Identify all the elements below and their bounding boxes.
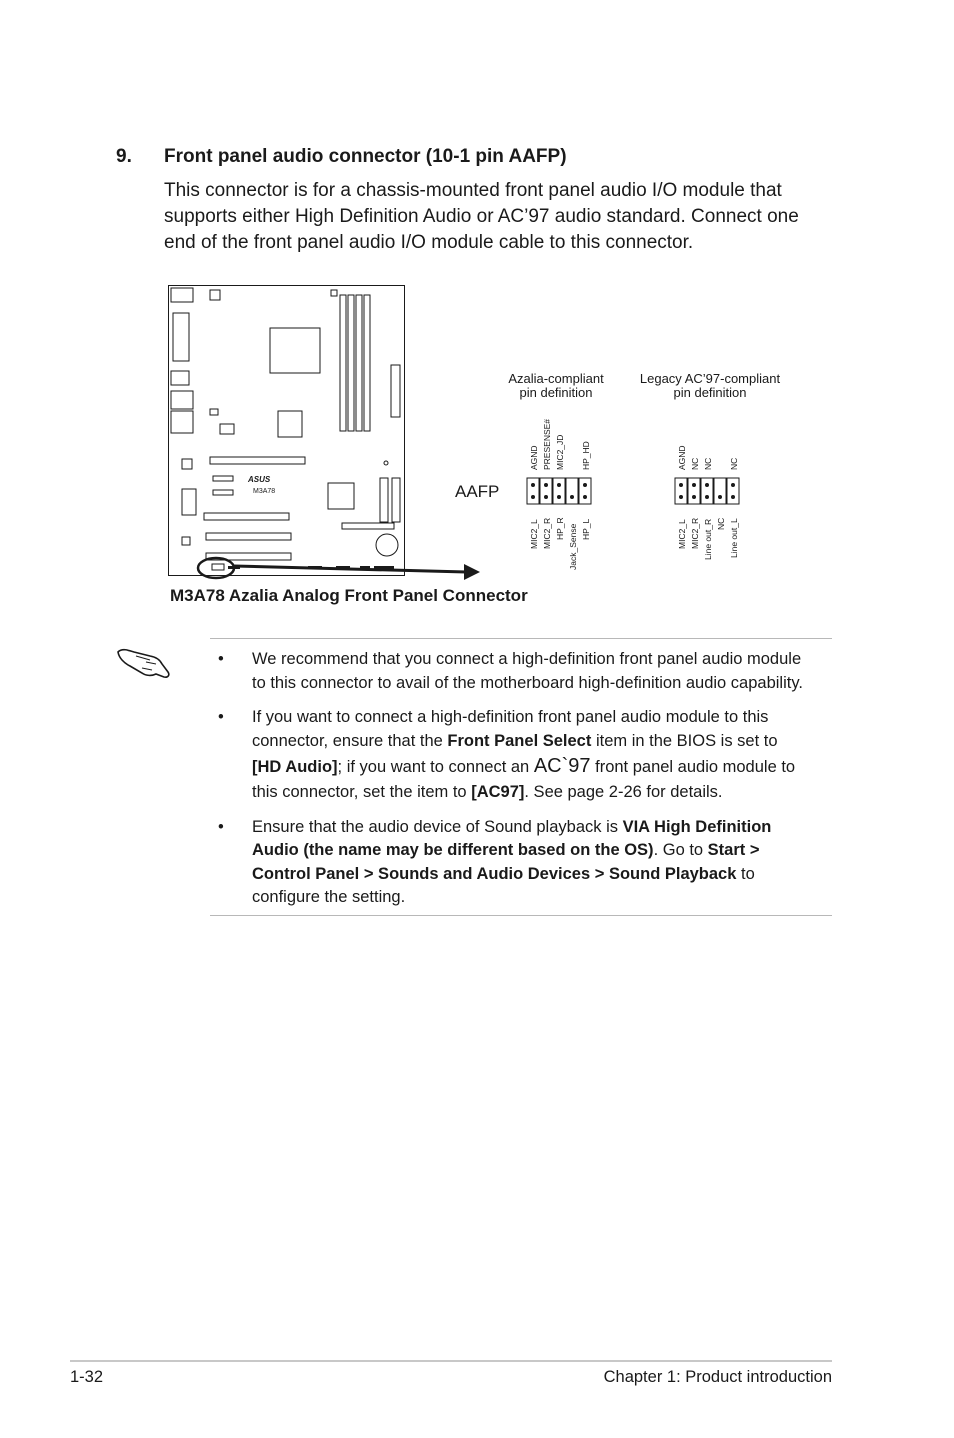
legacy-top-pin: NC (729, 457, 739, 470)
text-run: connector, ensure that the (252, 731, 448, 750)
text-run: . Go to (653, 841, 708, 859)
legacy-pin-header (670, 476, 746, 506)
azalia-title-line: Azalia-compliant (508, 371, 604, 386)
note-line (252, 863, 842, 887)
intro-line: end of the front panel audio I/O module cable to this connector. (164, 232, 694, 253)
text-run: Ensure that the audio device of Sound playback is (252, 817, 623, 836)
notes-list (218, 648, 842, 921)
note-line (252, 816, 842, 840)
intro-line: This connector is for a chassis-mounted front panel audio I/O module that (164, 180, 782, 201)
bullet: • (218, 817, 224, 836)
menu-path: Start > (707, 841, 760, 859)
ac97-term: AC`97 (533, 755, 591, 777)
board-logo: ASUS (248, 475, 271, 484)
note-line (252, 753, 842, 781)
aafp-header (212, 564, 224, 570)
azalia-bottom-pin: HP_L (581, 518, 591, 540)
bios-item-name: Front Panel Select (447, 731, 592, 750)
note-item (218, 648, 842, 695)
text-run: this connector, set the item to (252, 783, 472, 801)
legacy-title-line: pin definition (673, 385, 747, 400)
diagram-caption: M3A78 Azalia Analog Front Panel Connector (170, 586, 528, 605)
section-number: 9. (116, 146, 132, 167)
azalia-bottom-pin: MIC2_R (542, 517, 552, 549)
azalia-title (496, 372, 616, 400)
azalia-top-pin: AGND (529, 445, 539, 470)
note-item (218, 816, 842, 910)
board-model: M3A78 (253, 488, 276, 495)
bullet: • (218, 708, 224, 726)
legacy-bottom-pin: MIC2_L (677, 519, 687, 549)
text-run: to (736, 864, 755, 883)
azalia-pin-header (522, 476, 598, 506)
bios-value-hd: [HD Audio] (252, 758, 338, 776)
device-name: VIA High Definition (622, 817, 772, 836)
footer-rule (70, 1360, 832, 1362)
azalia-bottom-pin: Jack_Sense (568, 523, 578, 570)
text-run: ; if you want to connect an (337, 758, 534, 776)
azalia-bottom-pin: MIC2_L (529, 519, 539, 549)
text-run: item in the BIOS is set to (591, 731, 778, 750)
note-line: We recommend that you connect a high-definition front panel audio module (252, 650, 802, 668)
text-run: front panel audio module to (590, 758, 796, 776)
note-line: If you want to connect a high-definition front panel audio module to this (252, 708, 769, 726)
menu-path: Control Panel > Sounds and Audio Devices > Sound Playback (252, 864, 737, 883)
legacy-top-pin: AGND (677, 445, 687, 470)
intro-line: supports either High Definition Audio or AC’97 audio standard. Connect one (164, 206, 799, 227)
section-title: Front panel audio connector (10-1 pin AAFP) (164, 146, 567, 167)
azalia-bottom-pin: HP_R (555, 517, 565, 540)
pointing-hand-icon (116, 640, 174, 682)
intro-paragraph (164, 178, 844, 256)
note-line: to this connector to avail of the motherboard high-definition audio capability. (252, 673, 803, 692)
note-line: configure the setting. (252, 888, 406, 906)
note-top-rule (210, 638, 832, 639)
legacy-bottom-pin: MIC2_R (690, 517, 700, 549)
pointer-arrow (232, 562, 484, 582)
device-name: Audio (the name may be different based on the OS) (252, 841, 654, 859)
azalia-top-pin: MIC2_JD (555, 434, 565, 470)
text-run: . See page 2-26 for details. (524, 783, 723, 801)
chapter-title: Chapter 1: Product introduction (603, 1368, 832, 1386)
azalia-top-pin: PRESENSE# (542, 418, 552, 470)
legacy-top-pin: NC (703, 457, 713, 470)
legacy-top-pin: NC (690, 457, 700, 470)
note-item (218, 706, 842, 805)
aafp-label: AAFP (455, 482, 500, 501)
bios-value-ac97: [AC97] (471, 783, 525, 801)
note-line (252, 781, 842, 805)
legacy-title-line: Legacy AC’97-compliant (639, 371, 781, 386)
bullet: • (218, 650, 224, 668)
legacy-title (626, 372, 794, 400)
legacy-bottom-pin: Line out_L (729, 518, 739, 558)
motherboard-diagram (168, 283, 478, 583)
note-bottom-rule (210, 915, 832, 916)
azalia-top-pin: HP_HD (581, 441, 591, 470)
azalia-title-line: pin definition (519, 385, 593, 400)
legacy-bottom-pin: Line out_R (703, 518, 713, 560)
page-number: 1-32 (70, 1368, 104, 1386)
note-line (252, 839, 842, 863)
note-line (252, 730, 842, 754)
legacy-bottom-pin: NC (716, 517, 726, 530)
